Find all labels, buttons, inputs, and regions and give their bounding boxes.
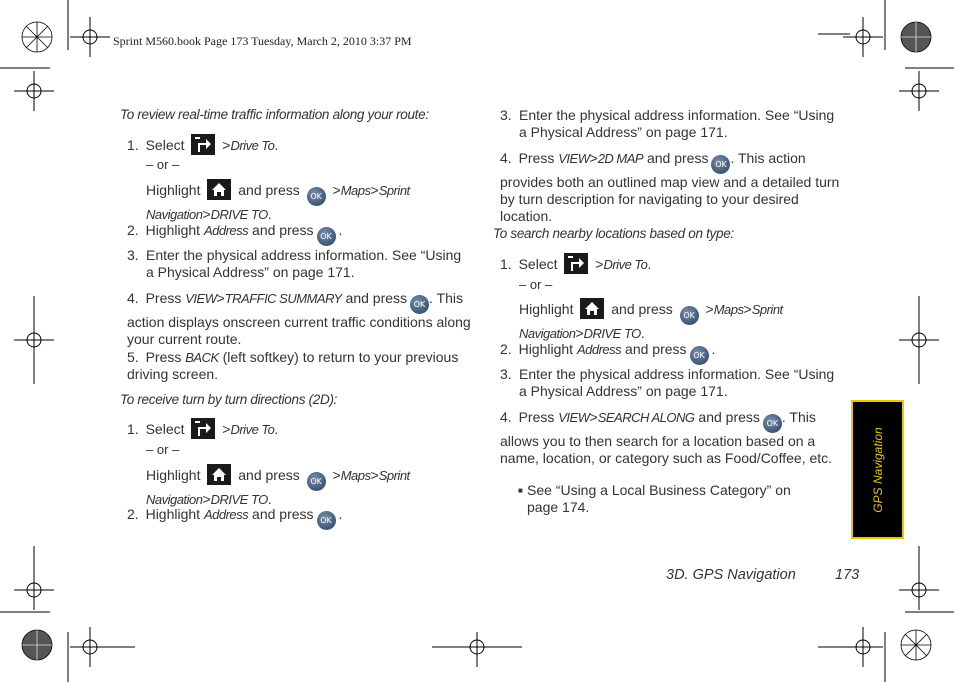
page-number: 173	[835, 567, 860, 583]
highlight-word: Highlight	[146, 182, 201, 198]
bullet-text: See “Using a Local Business Category” on page 174.	[527, 482, 791, 515]
sprint-nav-label: Sprint Navigation	[146, 468, 410, 507]
step-text: Enter the physical address information. See “Using a Physical Address” on page 171.	[519, 366, 835, 399]
ok-button-icon: OK	[680, 306, 699, 325]
view-label: VIEW	[558, 151, 590, 166]
s2-highlight-alt	[146, 464, 446, 508]
drive-arrow-icon	[191, 134, 215, 155]
gt-symbol: >	[705, 301, 714, 317]
period: .	[267, 206, 272, 222]
s1-step1	[127, 134, 278, 155]
ok-button-icon: OK	[690, 346, 709, 365]
s2-step3	[500, 107, 845, 141]
s3-step1	[500, 253, 651, 274]
press-word: Press	[518, 150, 555, 166]
maps-label: Maps	[340, 183, 371, 198]
home-icon	[207, 179, 231, 200]
sprint-nav-label: Sprint Navigation	[146, 183, 410, 222]
drive-to-label: Drive To	[230, 422, 275, 437]
highlight-word: Highlight	[519, 301, 574, 317]
s1-step4	[127, 290, 472, 348]
and-press-text: and press	[252, 222, 314, 238]
s1-step2	[127, 222, 342, 246]
and-press-text: and press	[238, 182, 300, 198]
step-number: 2.	[127, 506, 139, 522]
step-number: 2.	[127, 222, 139, 238]
maps-label: Maps	[340, 468, 371, 483]
step-text: (left softkey) to return to your previous driving screen.	[127, 349, 459, 382]
step-text: . This allows you to then search for a location based on a name, location, or category such as Food/Coffee, etc.	[500, 409, 833, 466]
press-word: Press	[145, 290, 182, 306]
address-label: Address	[203, 507, 249, 522]
maps-label: Maps	[713, 302, 744, 317]
select-word: Select	[145, 137, 185, 153]
s3-step4	[500, 409, 845, 467]
s1-step5	[127, 349, 472, 383]
drive-arrow-icon	[564, 253, 588, 274]
step-number: 4.	[127, 290, 139, 306]
s3-step2	[500, 341, 715, 365]
drive-to-label: Drive To	[603, 257, 648, 272]
back-label: BACK	[185, 350, 219, 365]
gt-symbol: >	[222, 421, 231, 437]
ok-button-icon: OK	[307, 472, 326, 491]
2d-map-label: 2D MAP	[597, 151, 644, 166]
gt-symbol: >	[202, 206, 211, 222]
step-number: 3.	[127, 247, 139, 263]
gt-symbol: >	[332, 467, 341, 483]
s1-highlight-alt	[146, 179, 446, 223]
period: .	[274, 421, 279, 437]
side-tab	[851, 400, 904, 539]
gt-symbol: >	[575, 325, 584, 341]
footer-section: 3D. GPS Navigation	[666, 567, 796, 583]
step-text: Enter the physical address information. See “Using a Physical Address” on page 171.	[146, 247, 462, 280]
side-tab-label: GPS Navigation	[870, 426, 885, 513]
print-header: Sprint M560.book Page 173 Tuesday, March 2, 2010 3:37 PM	[113, 34, 412, 48]
step-number: 2.	[500, 341, 512, 357]
s2-step1	[127, 418, 278, 439]
s2-step2	[127, 506, 342, 530]
drive-arrow-icon	[191, 418, 215, 439]
and-press-text: and press	[345, 290, 408, 306]
gt-symbol: >	[589, 150, 598, 166]
drive-to-caps-label: DRIVE TO	[583, 326, 641, 341]
or-divider: – or –	[519, 277, 553, 292]
step-number: 3.	[500, 107, 512, 123]
period: .	[711, 341, 716, 357]
s1-step3	[127, 247, 472, 281]
and-press-text: and press	[238, 467, 300, 483]
step-number: 4.	[500, 409, 512, 425]
drive-to-caps-label: DRIVE TO	[210, 492, 268, 507]
period: .	[274, 137, 279, 153]
highlight-word: Highlight	[145, 506, 201, 522]
highlight-word: Highlight	[146, 467, 201, 483]
gt-symbol: >	[332, 182, 341, 198]
bullet-icon: ■	[518, 486, 523, 495]
period: .	[647, 256, 652, 272]
drive-to-caps-label: DRIVE TO	[210, 207, 268, 222]
ok-button-icon: OK	[763, 414, 782, 433]
section2-intro: To receive turn by turn directions (2D):	[120, 392, 338, 407]
step-number: 1.	[500, 256, 512, 272]
step-number: 3.	[500, 366, 512, 382]
drive-to-label: Drive To	[230, 138, 275, 153]
period: .	[338, 222, 343, 238]
step-text: Enter the physical address information. See “Using a Physical Address” on page 171.	[519, 107, 835, 140]
highlight-word: Highlight	[518, 341, 574, 357]
select-word: Select	[145, 421, 185, 437]
step-number: 5.	[127, 349, 139, 365]
ok-button-icon: OK	[410, 295, 429, 314]
press-word: Press	[518, 409, 555, 425]
traffic-summary-label: TRAFFIC SUMMARY	[224, 291, 342, 306]
s3-highlight-alt	[519, 298, 819, 342]
period: .	[267, 491, 272, 507]
gt-symbol: >	[202, 491, 211, 507]
or-divider: – or –	[146, 442, 180, 457]
ok-button-icon: OK	[307, 187, 326, 206]
step-number: 1.	[127, 137, 139, 153]
or-divider: – or –	[146, 157, 180, 172]
search-along-label: SEARCH ALONG	[597, 410, 695, 425]
step-text: . This action displays onscreen current traffic conditions along your current route.	[127, 290, 471, 347]
gt-symbol: >	[370, 182, 379, 198]
gt-symbol: >	[216, 290, 225, 306]
home-icon	[207, 464, 231, 485]
home-icon	[580, 298, 604, 319]
sprint-nav-label: Sprint Navigation	[519, 302, 783, 341]
ok-button-icon: OK	[317, 227, 336, 246]
s3-step3	[500, 366, 845, 400]
and-press-text: and press	[698, 409, 760, 425]
period: .	[640, 325, 645, 341]
section3-intro: To search nearby locations based on type:	[493, 226, 734, 241]
gt-symbol: >	[589, 409, 598, 425]
and-press-text: and press	[625, 341, 687, 357]
s3-bullet	[518, 482, 818, 516]
select-word: Select	[518, 256, 558, 272]
ok-button-icon: OK	[711, 155, 730, 174]
gt-symbol: >	[222, 137, 231, 153]
step-text: . This action provides both an outlined map view and a detailed turn by turn description for navigating to your desired location.	[500, 150, 840, 224]
and-press-text: and press	[646, 150, 709, 166]
highlight-word: Highlight	[145, 222, 201, 238]
view-label: VIEW	[558, 410, 590, 425]
period: .	[338, 506, 343, 522]
press-word: Press	[145, 349, 182, 365]
address-label: Address	[203, 223, 249, 238]
and-press-text: and press	[252, 506, 314, 522]
gt-symbol: >	[370, 467, 379, 483]
step-number: 4.	[500, 150, 512, 166]
ok-button-icon: OK	[317, 511, 336, 530]
step-number: 1.	[127, 421, 139, 437]
view-label: VIEW	[185, 291, 217, 306]
s2-step4	[500, 150, 845, 225]
address-label: Address	[576, 342, 622, 357]
gt-symbol: >	[595, 256, 604, 272]
gt-symbol: >	[743, 301, 752, 317]
and-press-text: and press	[611, 301, 673, 317]
section1-intro: To review real-time traffic information along your route:	[120, 107, 429, 122]
